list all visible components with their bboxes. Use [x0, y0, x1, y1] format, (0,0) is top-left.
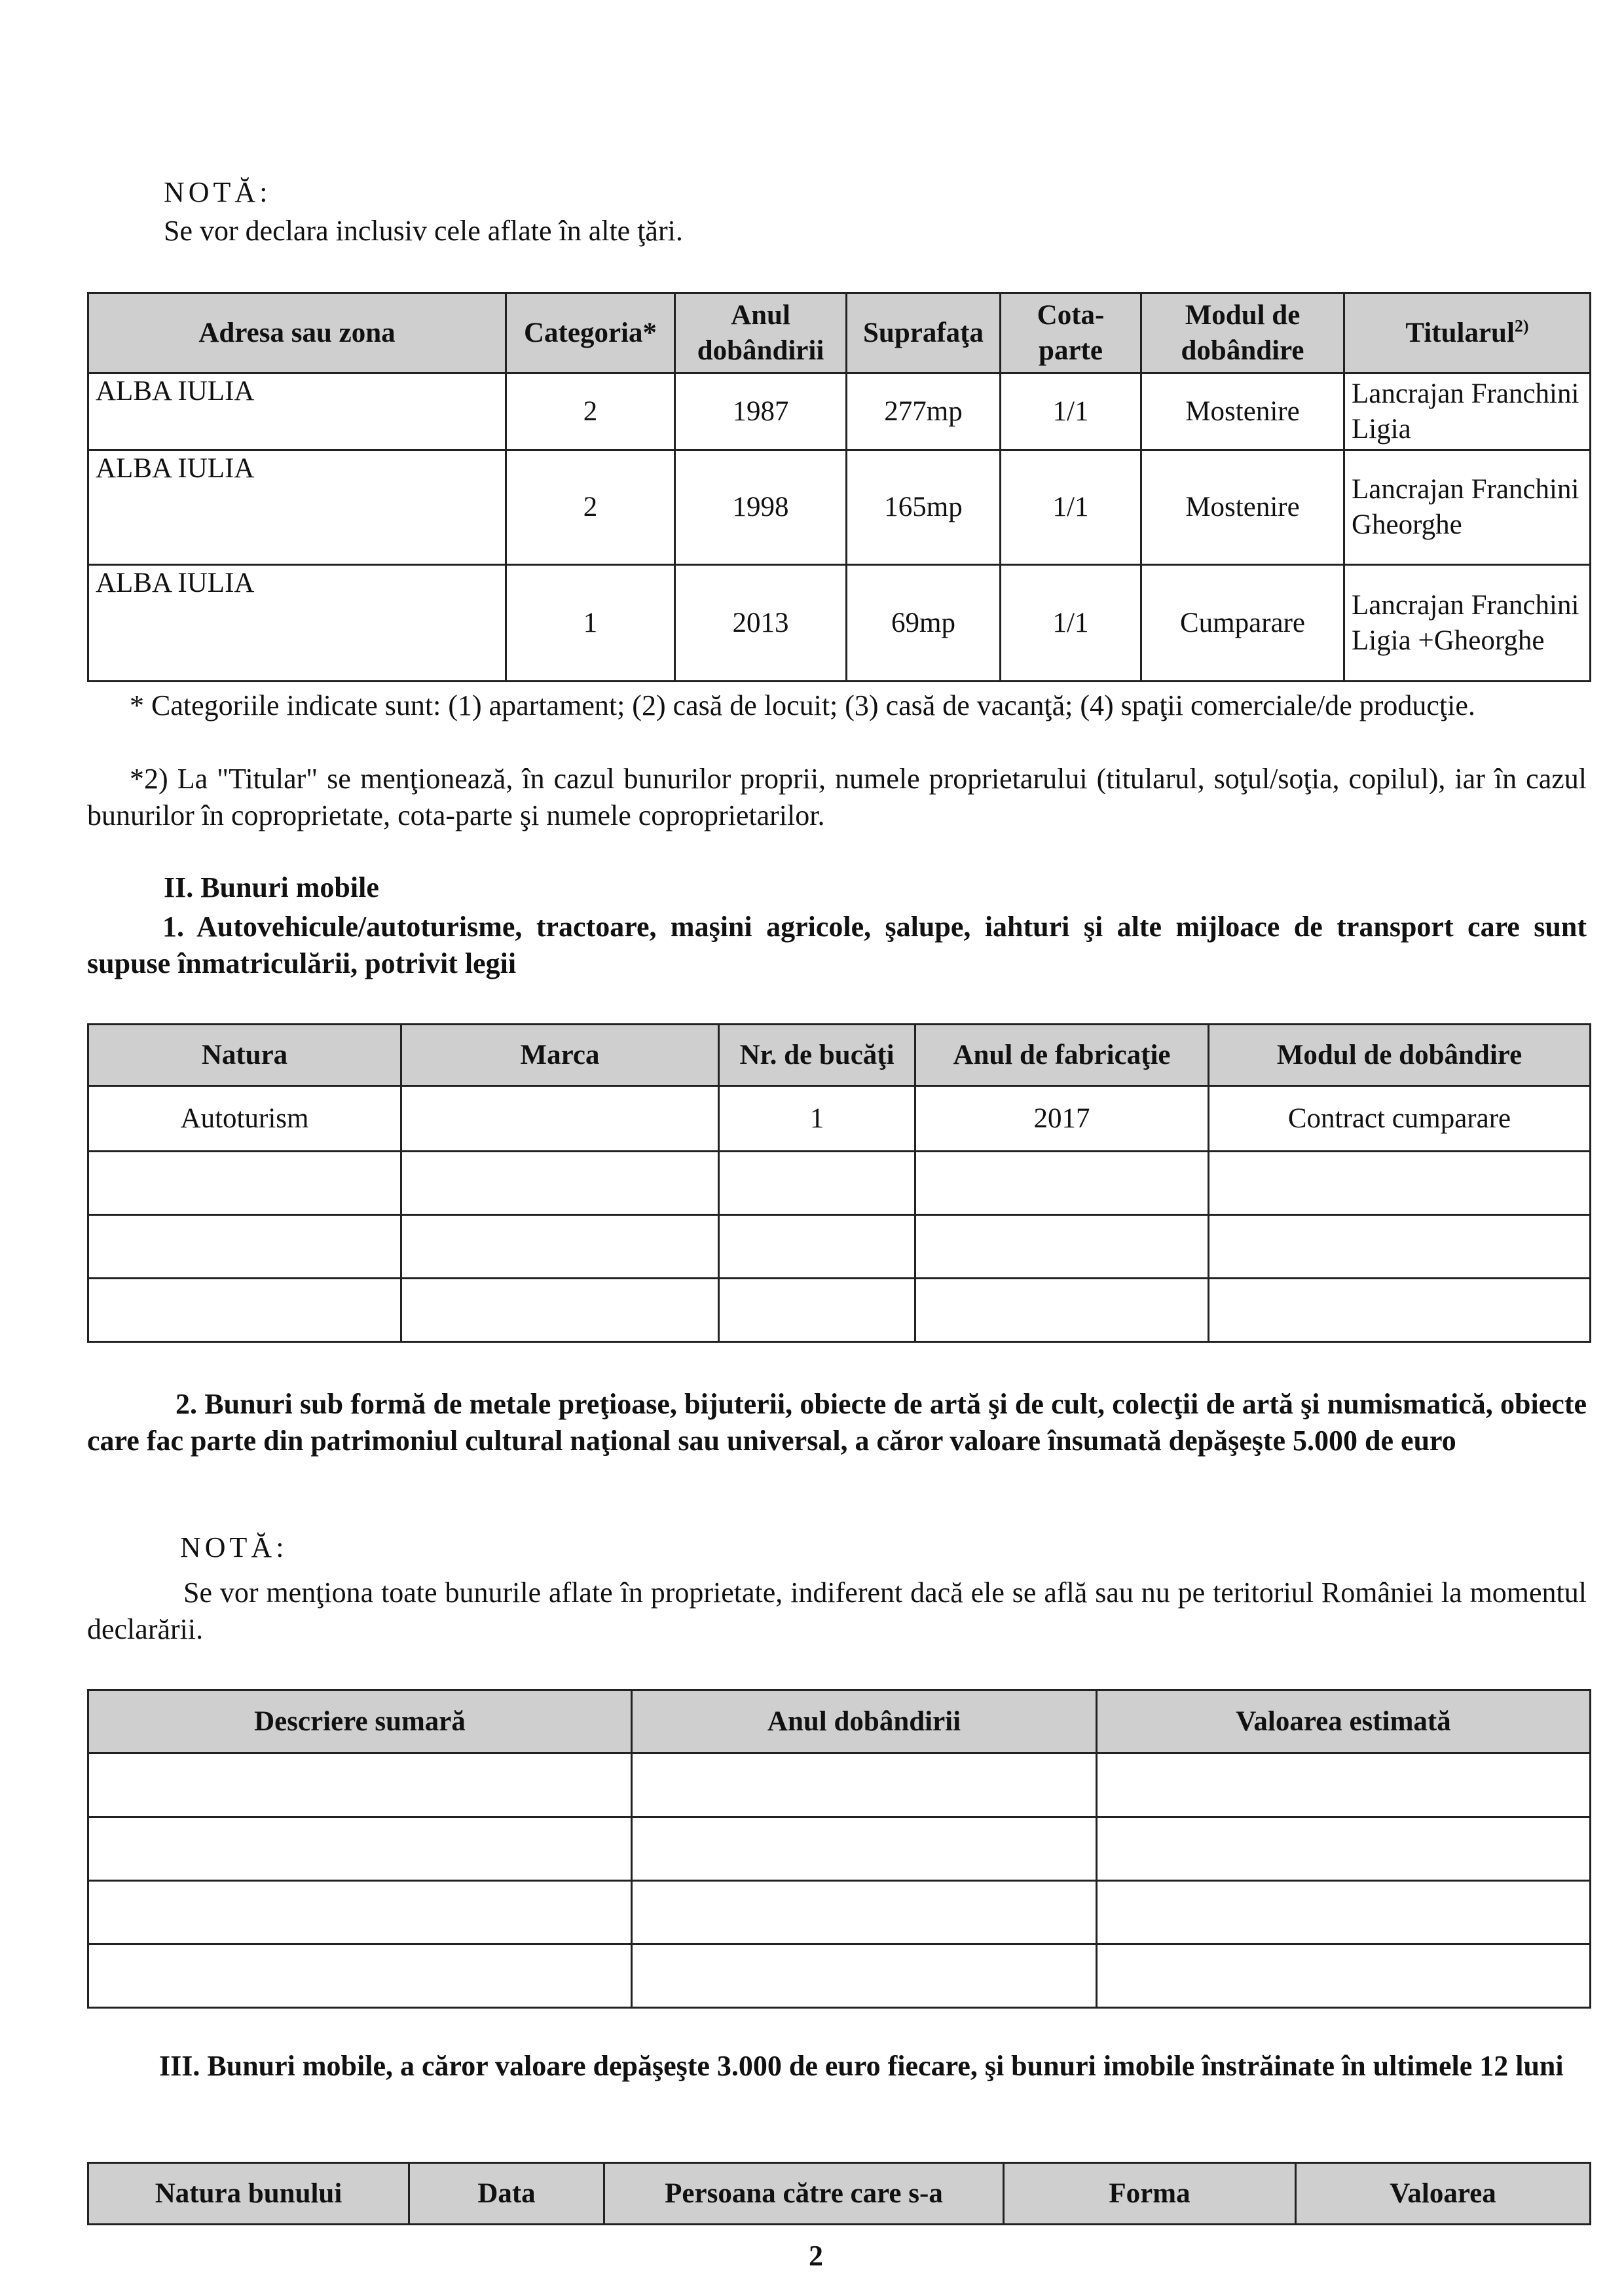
table-row — [88, 1215, 1591, 1279]
col-header-suprafata: Suprafaţa — [847, 293, 1001, 373]
section-title-bunuri-instrainate: III. Bunuri mobile, a căror valoare depăşeşte 3.000 de euro fiecare, şi bunuri imobile înstrăinate în ultimele 12 luni — [159, 2050, 1564, 2082]
section-title-bunuri-mobile: II. Bunuri mobile — [164, 871, 379, 903]
col-header-natura-bunului: Natura bunului — [88, 2163, 409, 2225]
table-row — [88, 565, 1591, 682]
cell-modul: Cumparare — [1141, 565, 1344, 682]
cell-cota: 1/1 — [1001, 565, 1141, 682]
table-row — [88, 1817, 1591, 1881]
cell-titular: Lancrajan Franchini Ligia +Gheorghe — [1344, 565, 1591, 682]
col-header-categoria: Categoria* — [506, 293, 675, 373]
properties-table — [87, 292, 1591, 682]
cell-anul: 1987 — [675, 373, 847, 450]
footnote-titular: *2) La "Titular" se menţionează, în cazul bunurilor proprii, numele proprietarului (titularul, soţul/soţia, copilul), iar în cazul bunurilor în coproprietate, cota-parte şi numele coproprietarilor. — [87, 763, 1587, 831]
table-row — [88, 1152, 1591, 1215]
col-header-valoarea: Valoarea estimată — [1097, 1690, 1591, 1753]
cell-anul: 2013 — [675, 565, 847, 682]
table-row — [88, 373, 1591, 450]
col-header-titular — [1344, 293, 1591, 373]
cell-titular: Lancrajan Franchini Ligia — [1344, 373, 1591, 450]
cell-adresa: ALBA IULIA — [88, 450, 506, 565]
col-header-anul: Anul dobândirii — [675, 293, 847, 373]
table-row — [88, 1881, 1591, 1944]
page-number: 2 — [809, 2240, 823, 2272]
titular-footnote-ref: 2) — [1514, 316, 1529, 336]
cell-anul: 1998 — [675, 450, 847, 565]
cell-titular: Lancrajan Franchini Gheorghe — [1344, 450, 1591, 565]
cell-nr: 1 — [719, 1086, 915, 1152]
cell-natura: Autoturism — [88, 1086, 401, 1152]
cell-suprafata: 277mp — [847, 373, 1001, 450]
nota-heading: NOTĂ: — [164, 176, 272, 208]
col-header-nr-bucati: Nr. de bucăţi — [719, 1025, 915, 1086]
col-header-marca: Marca — [401, 1025, 719, 1086]
valuables-table — [87, 1689, 1591, 2009]
table-row — [88, 1944, 1591, 2008]
footnote-categorii: * Categoriile indicate sunt: (1) apartament; (2) casă de locuit; (3) casă de vacanţă; (4) spaţii comerciale/de producţie. — [130, 689, 1475, 721]
cell-categoria: 2 — [506, 450, 675, 565]
cell-suprafata: 69mp — [847, 565, 1001, 682]
col-header-persoana: Persoana către care s-a — [604, 2163, 1004, 2225]
cell-anul: 2017 — [915, 1086, 1209, 1152]
cell-adresa: ALBA IULIA — [88, 373, 506, 450]
cell-modul: Mostenire — [1141, 373, 1344, 450]
table-row — [88, 1753, 1591, 1817]
vehicles-table — [87, 1023, 1591, 1343]
cell-modul: Contract cumparare — [1209, 1086, 1591, 1152]
col-header-anul-dobandirii: Anul dobândirii — [632, 1690, 1097, 1753]
subsection-autovehicule: 1. Autovehicule/autoturisme, tractoare, maşini agricole, şalupe, iahturi şi alte mijloace de transport care sunt supuse înmatriculării, potrivit legii — [87, 911, 1587, 979]
cell-categoria: 1 — [506, 565, 675, 682]
col-header-forma: Forma — [1004, 2163, 1296, 2225]
col-header-adresa: Adresa sau zona — [88, 293, 506, 373]
cell-categoria: 2 — [506, 373, 675, 450]
col-header-valoarea: Valoarea — [1296, 2163, 1591, 2225]
nota-text: Se vor declara inclusiv cele aflate în alte ţări. — [164, 215, 683, 247]
cell-adresa: ALBA IULIA — [88, 565, 506, 682]
cell-marca — [401, 1086, 719, 1152]
col-header-modul-dobandire: Modul de dobândire — [1209, 1025, 1591, 1086]
col-header-modul: Modul de dobândire — [1141, 293, 1344, 373]
cell-modul: Mostenire — [1141, 450, 1344, 565]
subsection-bunuri-pretioase: 2. Bunuri sub formă de metale preţioase, bijuterii, obiecte de artă şi de cult, colecţii de artă şi numismatică, obiecte care fac parte din patrimoniul cultural naţional sau universal, a căror valoare însumată depăşeşte 5.000 de euro — [87, 1388, 1587, 1457]
nota-text: Se vor menţiona toate bunurile aflate în proprietate, indiferent dacă ele se află sau nu pe teritoriul României la momentul declarării. — [87, 1576, 1587, 1645]
table-row — [88, 1279, 1591, 1342]
titular-label: Titularul — [1405, 317, 1515, 348]
cell-suprafata: 165mp — [847, 450, 1001, 565]
col-header-cota: Cota-parte — [1001, 293, 1141, 373]
col-header-descriere: Descriere sumară — [88, 1690, 632, 1753]
col-header-natura: Natura — [88, 1025, 401, 1086]
cell-cota: 1/1 — [1001, 373, 1141, 450]
alienated-table — [87, 2162, 1591, 2225]
nota-heading: NOTĂ: — [180, 1531, 288, 1563]
cell-cota: 1/1 — [1001, 450, 1141, 565]
col-header-anul-fabricatie: Anul de fabricaţie — [915, 1025, 1209, 1086]
col-header-data: Data — [409, 2163, 604, 2225]
table-row — [88, 450, 1591, 565]
table-row — [88, 1086, 1591, 1152]
